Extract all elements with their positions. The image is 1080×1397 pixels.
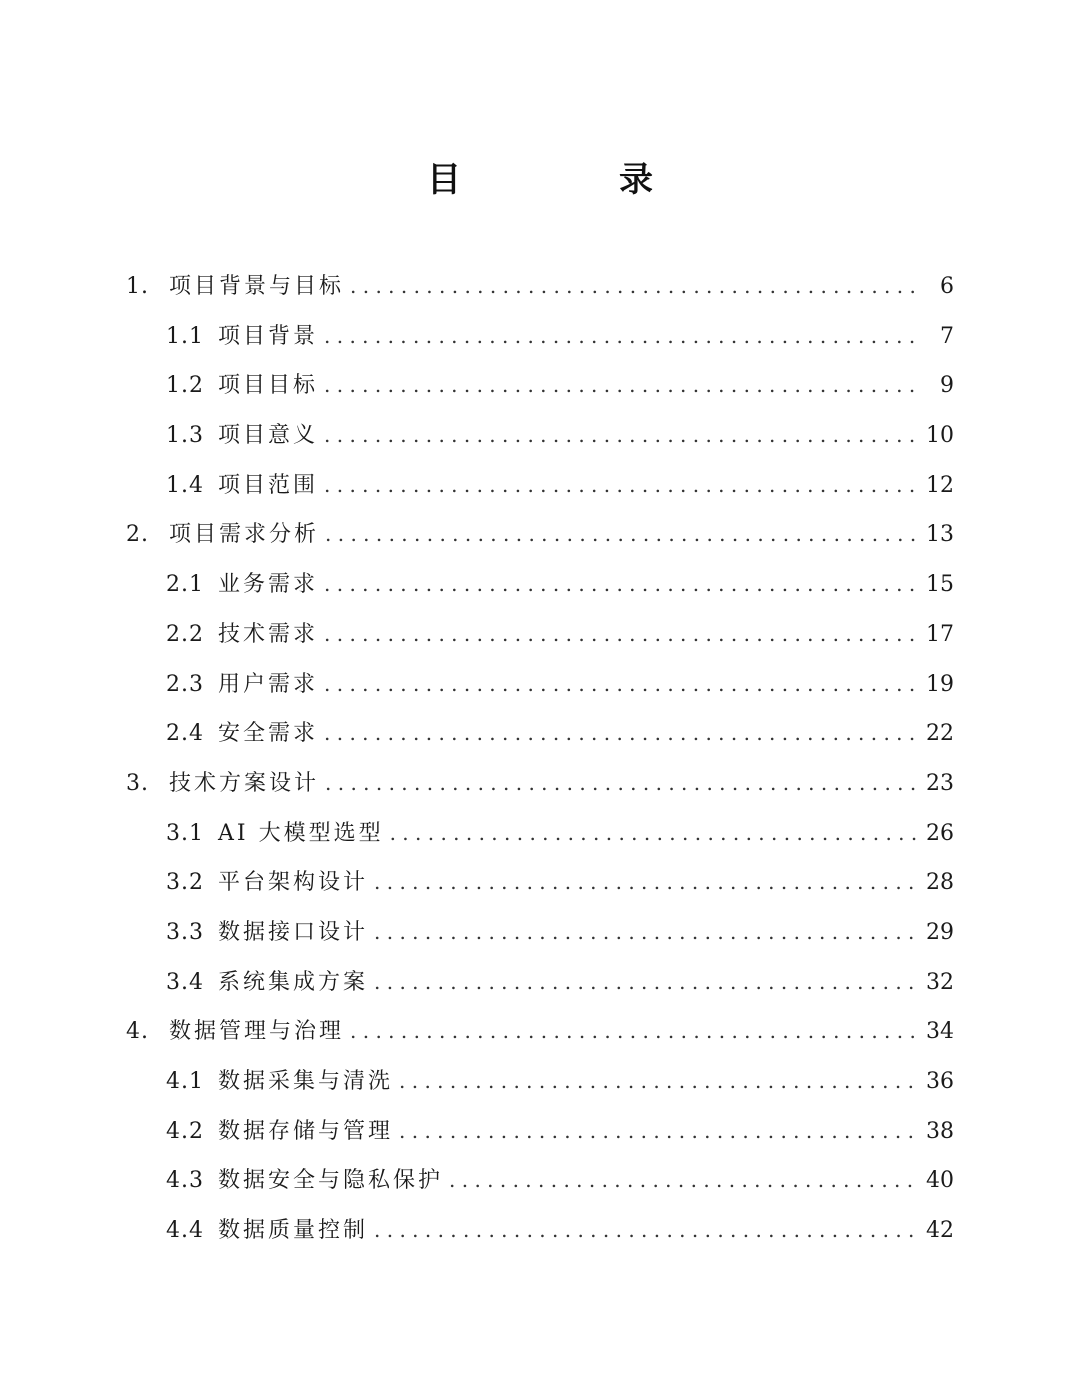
toc-entry-label: 技术方案设计 <box>169 770 320 796</box>
toc-dot-leader <box>324 361 922 411</box>
toc-page-number: 42 <box>926 1218 954 1244</box>
page-title: 目 录 <box>427 160 715 200</box>
toc-dot-leader <box>324 560 918 610</box>
toc-chapter-entry[interactable] <box>126 262 954 312</box>
toc-section-entry[interactable] <box>126 1156 954 1206</box>
toc-page-number: 29 <box>926 919 954 945</box>
toc-dot-leader <box>325 759 918 809</box>
toc-entry-number: 3.1 <box>166 820 204 846</box>
toc-entry-label: 数据质量控制 <box>218 1218 369 1244</box>
toc-section-entry[interactable] <box>126 361 954 411</box>
toc-dot-leader <box>350 262 922 312</box>
toc-entry-label: AI 大模型选型 <box>218 820 384 846</box>
toc-section-entry[interactable] <box>126 709 954 759</box>
toc-entry-number: 3. <box>126 770 149 796</box>
toc-dot-leader <box>324 660 918 710</box>
toc-entry-label: 平台架构设计 <box>218 870 369 896</box>
toc-page-number: 19 <box>926 671 954 697</box>
toc-entry-label: 项目目标 <box>218 373 319 399</box>
toc-entry-number: 2. <box>126 522 149 548</box>
toc-entry-label: 安全需求 <box>218 721 319 747</box>
toc-entry-label: 数据接口设计 <box>218 919 369 945</box>
toc-entry-label: 项目背景与目标 <box>169 274 345 299</box>
toc-entry-number: 2.4 <box>166 721 204 747</box>
toc-section-entry[interactable] <box>126 908 954 958</box>
toc-dot-leader <box>350 1007 918 1057</box>
toc-dot-leader <box>374 958 918 1008</box>
toc-section-entry[interactable] <box>126 411 954 461</box>
toc-page-number: 6 <box>940 274 954 299</box>
toc-dot-leader <box>324 610 918 660</box>
toc-page-number: 9 <box>940 373 954 399</box>
toc-chapter-entry[interactable] <box>126 510 954 560</box>
toc-dot-leader <box>324 461 918 511</box>
toc-entry-label: 业务需求 <box>218 572 319 598</box>
toc-page-number: 40 <box>926 1168 954 1194</box>
toc-entry-number: 3.4 <box>166 969 204 995</box>
toc-section-entry[interactable] <box>126 560 954 610</box>
toc-page-number: 22 <box>926 721 954 747</box>
toc-chapter-entry[interactable] <box>126 1007 954 1057</box>
toc-page-number: 10 <box>926 423 954 449</box>
toc-page-number: 12 <box>926 472 954 498</box>
toc-section-entry[interactable] <box>126 809 954 859</box>
toc-entry-number: 1. <box>126 274 149 299</box>
toc-section-entry[interactable] <box>126 1107 954 1157</box>
toc-entry-number: 4.1 <box>166 1069 204 1094</box>
toc-section-entry[interactable] <box>126 858 954 908</box>
toc-entry-label: 项目意义 <box>218 423 319 449</box>
toc-entry-number: 4.3 <box>166 1168 204 1194</box>
table-of-contents <box>126 262 954 1256</box>
toc-entry-label: 项目背景 <box>218 323 319 349</box>
toc-entry-number: 4. <box>126 1019 149 1045</box>
toc-page-number: 38 <box>926 1118 954 1144</box>
toc-page-number: 32 <box>926 969 954 995</box>
toc-dot-leader <box>374 1206 918 1256</box>
toc-section-entry[interactable] <box>126 461 954 511</box>
toc-entry-label: 用户需求 <box>218 671 319 697</box>
toc-entry-number: 2.1 <box>166 572 204 598</box>
toc-entry-number: 1.2 <box>166 373 204 399</box>
toc-entry-number: 1.4 <box>166 472 204 498</box>
toc-section-entry[interactable] <box>126 610 954 660</box>
toc-entry-number: 3.2 <box>166 870 204 896</box>
toc-page-number: 15 <box>926 572 954 598</box>
toc-chapter-entry[interactable] <box>126 759 954 809</box>
toc-entry-number: 4.4 <box>166 1218 204 1244</box>
toc-page-number: 13 <box>926 522 954 548</box>
toc-dot-leader <box>324 709 918 759</box>
toc-entry-label: 数据采集与清洗 <box>218 1069 394 1094</box>
toc-entry-number: 2.3 <box>166 671 204 697</box>
toc-dot-leader <box>374 908 918 958</box>
toc-dot-leader <box>399 1107 918 1157</box>
toc-dot-leader <box>399 1057 918 1107</box>
toc-dot-leader <box>324 312 922 362</box>
toc-section-entry[interactable] <box>126 958 954 1008</box>
toc-page-number: 23 <box>926 770 954 796</box>
toc-section-entry[interactable] <box>126 660 954 710</box>
toc-dot-leader <box>325 510 918 560</box>
toc-page-number: 28 <box>926 870 954 896</box>
toc-page-number: 17 <box>926 621 954 647</box>
toc-page-number: 36 <box>926 1069 954 1094</box>
toc-entry-label: 项目需求分析 <box>169 522 320 548</box>
toc-entry-number: 2.2 <box>166 621 204 647</box>
toc-entry-label: 数据存储与管理 <box>218 1118 394 1144</box>
toc-page-number: 7 <box>940 323 954 349</box>
toc-section-entry[interactable] <box>126 1057 954 1107</box>
toc-page-number: 26 <box>926 820 954 846</box>
toc-section-entry[interactable] <box>126 312 954 362</box>
toc-entry-label: 数据安全与隐私保护 <box>218 1168 444 1194</box>
toc-entry-number: 3.3 <box>166 919 204 945</box>
toc-dot-leader <box>390 809 918 859</box>
toc-page-number: 34 <box>926 1019 954 1045</box>
toc-entry-label: 系统集成方案 <box>218 969 369 995</box>
toc-entry-number: 4.2 <box>166 1118 204 1144</box>
toc-section-entry[interactable] <box>126 1206 954 1256</box>
toc-entry-label: 数据管理与治理 <box>169 1019 345 1045</box>
toc-entry-number: 1.1 <box>166 323 204 349</box>
toc-entry-label: 技术需求 <box>218 621 319 647</box>
toc-entry-number: 1.3 <box>166 423 204 449</box>
toc-dot-leader <box>374 858 918 908</box>
toc-entry-label: 项目范围 <box>218 472 319 498</box>
toc-dot-leader <box>449 1156 918 1206</box>
toc-dot-leader <box>324 411 918 461</box>
